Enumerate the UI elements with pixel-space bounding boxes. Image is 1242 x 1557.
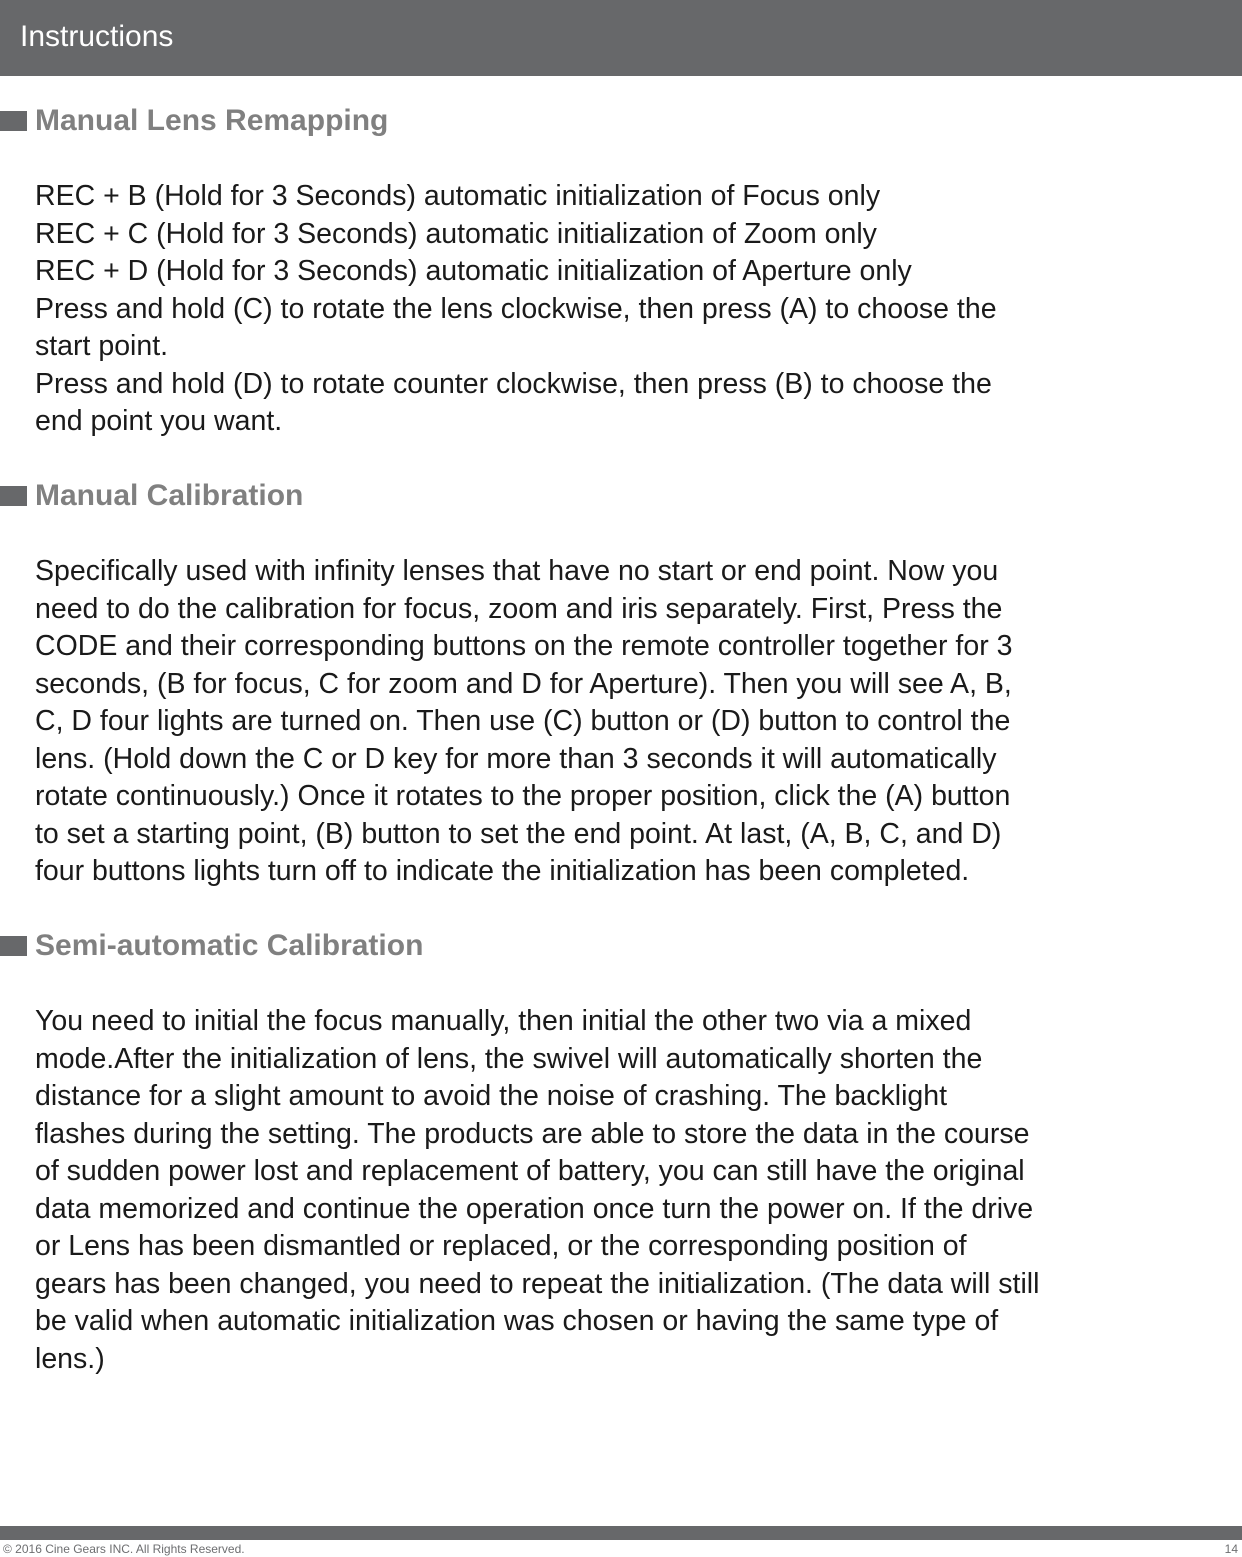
body-line: REC + D (Hold for 3 Seconds) automatic initialization of Aperture only [35,255,912,287]
section-body-semi-automatic-calibration [35,1003,1155,1378]
body-line: Press and hold (D) to rotate counter clockwise, then press (B) to choose the [35,367,992,400]
body-line: mode.After the initialization of lens, the swivel will automatically shorten the [35,1042,983,1075]
body-line: rotate continuously.) Once it rotates to the proper position, click the (A) button [35,780,1011,812]
section-heading-manual-lens-remapping [0,104,388,138]
body-line: Specifically used with infinity lenses that have no start or end point. Now you [35,555,999,587]
body-line: You need to initial the focus manually, then initial the other two via a mixed [35,1005,972,1037]
body-line: lens. (Hold down the C or D key for more than 3 seconds it will automatically [35,742,997,775]
section-heading-text: Semi-automatic Calibration [35,929,424,962]
body-line: REC + B (Hold for 3 Seconds) automatic initialization of Focus only [35,180,881,212]
footer-copyright: © 2016 Cine Gears INC. All Rights Reserved. [3,1542,245,1556]
section-heading-text: Manual Calibration [35,479,304,512]
page-title: Instructions [20,20,174,53]
body-line: CODE and their corresponding buttons on the remote controller together for 3 [35,630,1013,662]
body-line: four buttons lights turn off to indicate the initialization has been completed. [35,855,970,887]
section-heading-text: Manual Lens Remapping [35,104,389,137]
body-line: flashes during the setting. The products are able to store the data in the course [35,1117,1030,1150]
section-body-manual-lens-remapping [35,178,1155,441]
section-body-manual-calibration [35,553,1155,891]
body-line: start point. [35,330,169,362]
body-line: of sudden power lost and replacement of battery, you can still have the original [35,1155,1025,1187]
body-line: need to do the calibration for focus, zoom and iris separately. First, Press the [35,592,1003,625]
body-line: data memorized and continue the operation once turn the power on. If the drive [35,1192,1034,1225]
header-bar [0,0,1242,76]
square-bullet-icon [0,486,27,506]
body-line: end point you want. [35,405,283,437]
page-number: 14 [1224,1542,1238,1556]
body-line: or Lens has been dismantled or replaced, or the corresponding position of [35,1230,967,1262]
square-bullet-icon [0,111,27,131]
section-heading-manual-calibration [0,479,303,513]
body-line: to set a starting point, (B) button to set the end point. At last, (A, B, C, and D) [35,817,1002,850]
body-line: Press and hold (C) to rotate the lens clockwise, then press (A) to choose the [35,292,997,325]
footer-bar [0,1526,1242,1540]
body-line: lens.) [35,1342,105,1375]
body-line: REC + C (Hold for 3 Seconds) automatic initialization of Zoom only [35,217,877,250]
body-line: gears has been changed, you need to repeat the initialization. (The data will still [35,1267,1040,1300]
body-line: be valid when automatic initialization was chosen or having the same type of [35,1305,999,1337]
body-line: distance for a slight amount to avoid the noise of crashing. The backlight [35,1080,948,1112]
body-line: C, D four lights are turned on. Then use (C) button or (D) button to control the [35,705,1011,737]
square-bullet-icon [0,936,27,956]
body-line: seconds, (B for focus, C for zoom and D for Aperture). Then you will see A, B, [35,667,1012,700]
section-heading-semi-automatic-calibration [0,929,423,963]
